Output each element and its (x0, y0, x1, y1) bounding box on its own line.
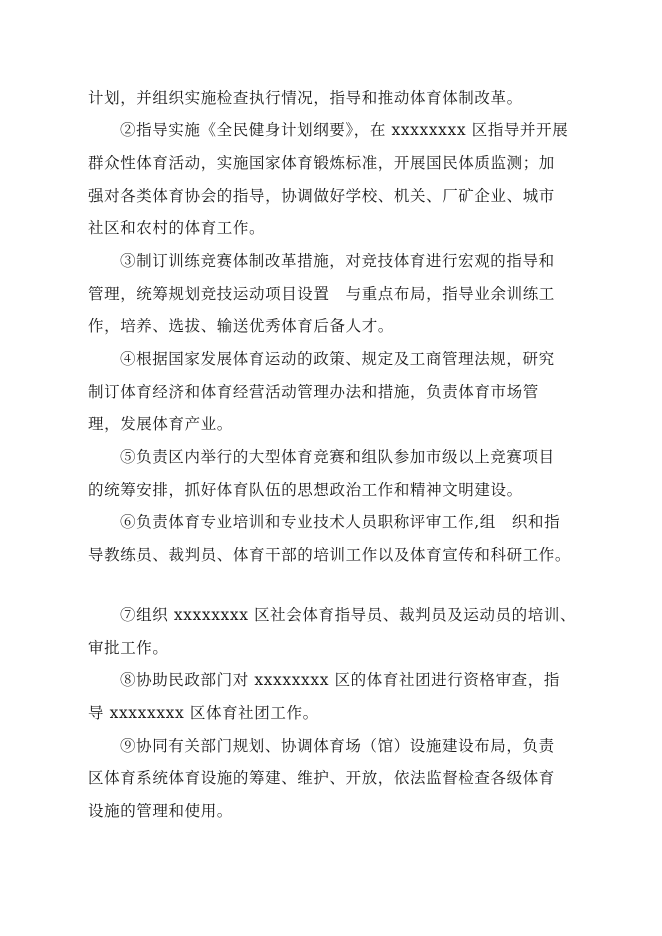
text-line: ⑤负责区内举行的大型体育竞赛和组队参加市级以上竞赛项目 (120, 448, 555, 466)
text-line: 导教练员、裁判员、体育干部的培训工作以及体育宣传和科研工作。 (88, 546, 572, 564)
text-line: 社区和农村的体育工作。 (88, 219, 266, 237)
text-line: ⑨协同有关部门规划、协调体育场（馆）设施建设布局，负责 (120, 737, 555, 755)
text-line: 理，发展体育产业。 (88, 415, 233, 433)
text-line: ④根据国家发展体育运动的政策、规定及工商管理法规，研究 (120, 350, 555, 368)
text-line: 审批工作。 (88, 639, 169, 657)
text-line: ⑦组织 xxxxxxxx 区社会体育指导员、裁判员及运动员的培训、 (120, 606, 577, 624)
text-line: ⑥负责体育专业培训和专业技术人员职称评审工作,组 织和指 (120, 513, 561, 531)
text-line: 区体育系统体育设施的筹建、维护、开放，依法监督检查各级体育 (88, 769, 555, 787)
text-line: ②指导实施《全民健身计划纲要》，在 xxxxxxxx 区指导并开展 (120, 121, 569, 139)
text-line: 群众性体育活动，实施国家体育锻炼标准，开展国民体质监测；加 (88, 154, 555, 172)
text-line: ⑧协助民政部门对 xxxxxxxx 区的体育社团进行资格审查，指 (120, 671, 560, 689)
text-line: 管理，统筹规划竞技运动项目设置 与重点布局，指导业余训练工 (88, 285, 555, 303)
text-line: 制订体育经济和体育经营活动管理办法和措施，负责体育市场管 (88, 383, 539, 401)
text-line: 的统筹安排，抓好体育队伍的思想政治工作和精神文明建设。 (88, 481, 523, 499)
text-line: 导 xxxxxxxx 区体育社团工作。 (88, 704, 319, 722)
text-line: 作，培养、选拔、输送优秀体育后备人才。 (88, 317, 394, 335)
text-line: ③制订训练竞赛体制改革措施，对竞技体育进行宏观的指导和 (120, 252, 555, 270)
text-line: 设施的管理和使用。 (88, 802, 233, 820)
text-line: 强对各类体育协会的指导，协调做好学校、机关、厂矿企业、城市 (88, 187, 555, 205)
text-line: 计划，并组织实施检查执行情况，指导和推动体育体制改革。 (88, 89, 523, 107)
